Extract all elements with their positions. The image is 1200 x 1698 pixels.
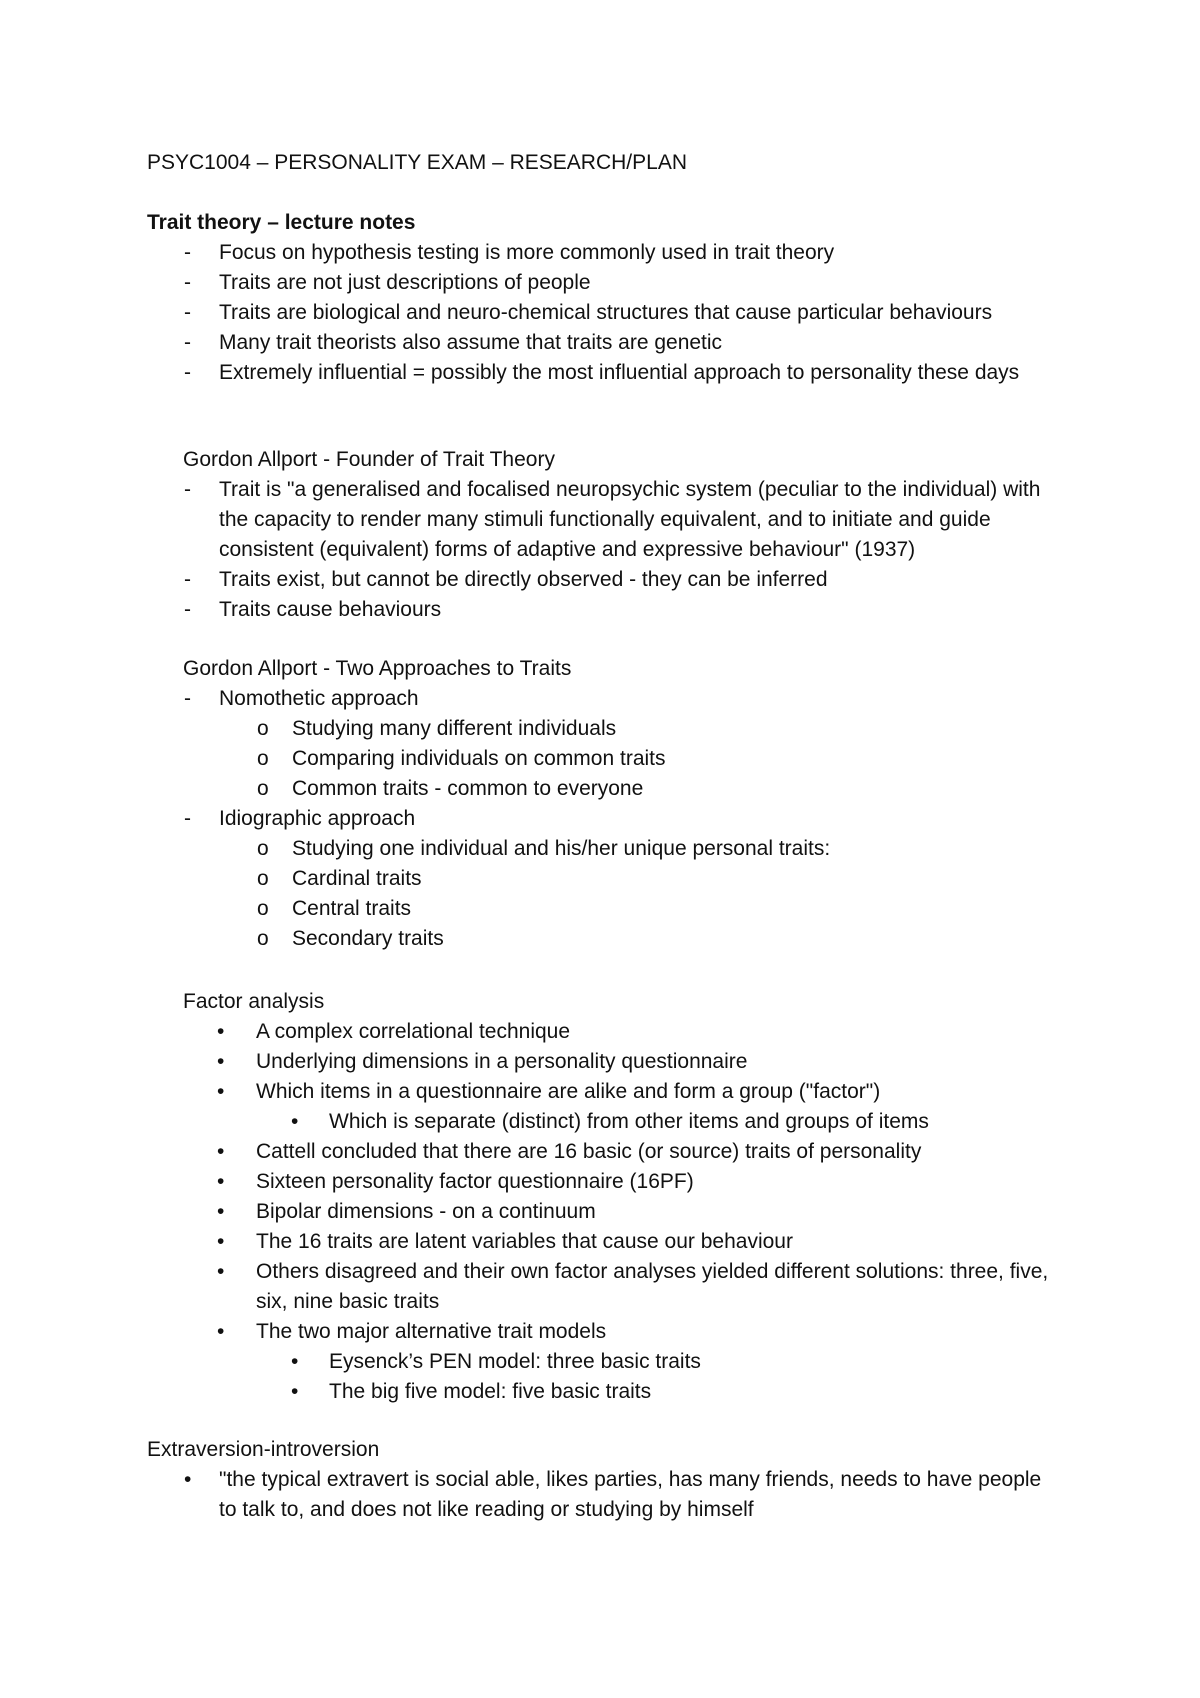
section-heading: Extraversion-introversion: [147, 1438, 380, 1461]
list-item-text: Others disagreed and their own factor analyses yielded different solutions: three, five, six, nine basic traits: [256, 1260, 1049, 1313]
dash-marker: -: [184, 241, 191, 264]
list-item: [147, 1465, 1067, 1525]
list-item-text: Eysenck’s PEN model: three basic traits: [329, 1350, 701, 1373]
section-allport-approaches: [183, 654, 1067, 954]
list-item: [147, 358, 1067, 388]
circle-marker: o: [257, 867, 269, 890]
list-item: [256, 1107, 1067, 1137]
list-item-nomothetic: [147, 684, 1067, 804]
list-item-text: Idiographic approach: [219, 807, 416, 830]
dash-marker: -: [184, 361, 191, 384]
circle-marker: o: [257, 747, 269, 770]
dash-marker: -: [184, 807, 191, 830]
list-item: [147, 565, 1067, 595]
section-heading: Factor analysis: [183, 990, 325, 1013]
list-item-text: Trait is "a generalised and focalised neuropsychic system (peculiar to the individual) with the capacity to render many stimuli functionally equivalent, and to initiate and guide consistent (equivalent) forms of adaptive and expressive behaviour" (1937): [219, 478, 1041, 561]
dash-marker: -: [184, 478, 191, 501]
list-item: [183, 1137, 1067, 1167]
list-item: [256, 1347, 1067, 1377]
bullet-marker: •: [217, 1140, 225, 1163]
list-item-text: Bipolar dimensions - on a continuum: [256, 1200, 596, 1223]
section-trait-theory: [147, 208, 1067, 388]
list-item-text: Central traits: [292, 897, 412, 920]
list-item: [183, 1047, 1067, 1077]
list-item-text: Studying many different individuals: [292, 717, 617, 740]
section-heading: Gordon Allport - Two Approaches to Traits: [183, 657, 572, 680]
list-item: [147, 475, 1067, 565]
list-item-text: "the typical extravert is social able, likes parties, has many friends, needs to have people to talk to, and does not like reading or studying by himself: [219, 1468, 1042, 1521]
list-item: [219, 744, 1067, 774]
bullet-marker: •: [291, 1110, 299, 1133]
section-allport-founder: [183, 445, 1067, 625]
list-item: [147, 268, 1067, 298]
list-item: [219, 774, 1067, 804]
list-item-text: Traits exist, but cannot be directly observed - they can be inferred: [219, 568, 828, 591]
bullet-marker: •: [291, 1350, 299, 1373]
list-item-text: The two major alternative trait models: [256, 1320, 607, 1343]
circle-marker: o: [257, 897, 269, 920]
document-title: PSYC1004 – PERSONALITY EXAM – RESEARCH/PLAN: [147, 151, 687, 174]
bullet-marker: •: [217, 1170, 225, 1193]
bullet-marker: •: [184, 1468, 192, 1491]
list-item: [183, 1167, 1067, 1197]
bullet-marker: •: [217, 1320, 225, 1343]
bullet-marker: •: [217, 1050, 225, 1073]
list-item: [219, 924, 1067, 954]
list-item-text: The 16 traits are latent variables that cause our behaviour: [256, 1230, 793, 1253]
list-item: [183, 1317, 1067, 1407]
list-item-text: Sixteen personality factor questionnaire (16PF): [256, 1170, 694, 1193]
list-item-text: A complex correlational technique: [256, 1020, 571, 1043]
circle-list: [219, 834, 1067, 954]
section-heading: Gordon Allport - Founder of Trait Theory: [183, 448, 555, 471]
list-item: [256, 1377, 1067, 1407]
section-extraversion: [147, 1435, 1067, 1525]
circle-list: [219, 714, 1067, 804]
dash-marker: -: [184, 301, 191, 324]
bullet-marker: •: [217, 1080, 225, 1103]
list-item-idiographic: [147, 804, 1067, 954]
list-item: [147, 328, 1067, 358]
list-item-text: The big five model: five basic traits: [329, 1380, 652, 1403]
dash-list: [147, 238, 1067, 388]
circle-marker: o: [257, 777, 269, 800]
list-item: [219, 714, 1067, 744]
list-item-text: Focus on hypothesis testing is more commonly used in trait theory: [219, 241, 835, 264]
bullet-marker: •: [217, 1200, 225, 1223]
dash-marker: -: [184, 687, 191, 710]
list-item-text: Traits are not just descriptions of people: [219, 271, 591, 294]
list-item: [183, 1197, 1067, 1227]
list-item-text: Many trait theorists also assume that traits are genetic: [219, 331, 723, 354]
list-item-text: Extremely influential = possibly the most influential approach to personality these days: [219, 361, 1020, 384]
list-item: [147, 238, 1067, 268]
list-item-text: Cattell concluded that there are 16 basic (or source) traits of personality: [256, 1140, 922, 1163]
list-item-text: Nomothetic approach: [219, 687, 419, 710]
list-item-text: Traits are biological and neuro-chemical structures that cause particular behaviours: [219, 301, 993, 324]
dash-list: [147, 475, 1067, 625]
list-item: [183, 1017, 1067, 1047]
list-item: [219, 864, 1067, 894]
list-item-text: Common traits - common to everyone: [292, 777, 644, 800]
list-item: [219, 894, 1067, 924]
bullet-marker: •: [217, 1260, 225, 1283]
dash-marker: -: [184, 331, 191, 354]
list-item-text: Comparing individuals on common traits: [292, 747, 666, 770]
list-item: [219, 834, 1067, 864]
list-item-text: Secondary traits: [292, 927, 444, 950]
list-item: [147, 595, 1067, 625]
list-item: [147, 298, 1067, 328]
list-item-text: Which is separate (distinct) from other items and groups of items: [329, 1110, 929, 1133]
list-item: [183, 1227, 1067, 1257]
dash-marker: -: [184, 271, 191, 294]
sub-bullet-list: [256, 1347, 1067, 1407]
list-item-text: Studying one individual and his/her unique personal traits:: [292, 837, 831, 860]
circle-marker: o: [257, 837, 269, 860]
dash-marker: -: [184, 568, 191, 591]
circle-marker: o: [257, 717, 269, 740]
bullet-list: [183, 1017, 1067, 1407]
list-item-text: Cardinal traits: [292, 867, 422, 890]
dash-marker: -: [184, 598, 191, 621]
bullet-list: [147, 1465, 1067, 1525]
bullet-marker: •: [217, 1020, 225, 1043]
bullet-marker: •: [217, 1230, 225, 1253]
circle-marker: o: [257, 927, 269, 950]
section-factor-analysis: [183, 987, 1067, 1407]
list-item-text: Traits cause behaviours: [219, 598, 442, 621]
list-item: [183, 1077, 1067, 1137]
dash-list: [147, 684, 1067, 954]
bullet-marker: •: [291, 1380, 299, 1403]
sub-bullet-list: [256, 1107, 1067, 1137]
list-item-text: Which items in a questionnaire are alike and form a group ("factor"): [256, 1080, 881, 1103]
list-item-text: Underlying dimensions in a personality questionnaire: [256, 1050, 748, 1073]
section-heading: Trait theory – lecture notes: [147, 211, 416, 234]
list-item: [183, 1257, 1067, 1317]
